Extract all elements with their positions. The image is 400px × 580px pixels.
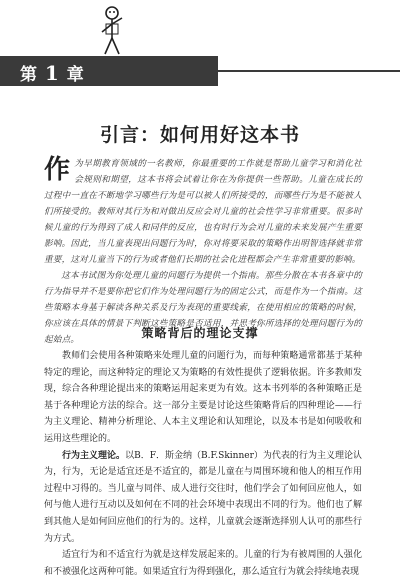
section-heading: 策略背后的理论支撑: [141, 326, 259, 340]
drop-cap: 作: [44, 155, 71, 185]
chapter-banner: [0, 56, 218, 86]
chapter-label: [20, 60, 85, 85]
chapter-suffix: 章: [66, 65, 85, 85]
chapter-number: 1: [44, 61, 60, 85]
body-paragraph-1: 教师们会使用各种策略来处理儿童的问题行为，而每种策略通常都基于某种特定的理论，而这种特定的理论又为策略的有效性提供了逻辑依据。许多教师发现，综合各种理论提出来的策略运用起来更为有效。这本书列举的各种策略正是基于各种理论方法的综合。这一部分主要是讨论这些策略背后的四种理论——行为主义理论、精神分析理论、人本主义理论和认知理论，以及本书是如何吸收和运用这些理论的。: [44, 351, 362, 444]
body-paragraph-2: [44, 448, 362, 548]
body-paragraph-3: 适宜行为和不适宜行为就是这样发展起来的。儿童的行为有被周围的人强化和不被强化这两种可能。如果适宜行为得到强化，那么适宜行为就会持续地表现: [44, 550, 362, 577]
chapter-prefix: 第: [20, 65, 38, 85]
body-paragraph-2-text: 以B．F．斯金纳（B.F.Skinner）为代表的行为主义理论认为，行为，无论是适宜还是不适宜的，都是儿童在与周围环境和他人的相互作用过程中习得的。当儿童与同伴、成人进行交往时，他们学会了如何回应他人，如何与他人进行互动以及如何在不同的社会环境中表现出不同的行为。他们也了解到其他人是如何回应他们的行为的。这样，儿童就会逐渐选择别人认可的那些行为方式。: [44, 450, 362, 544]
intro-paragraph-1: [44, 156, 362, 268]
intro-paragraph-2: 这本书试图为你处理儿童的问题行为提供一个指南。那些分散在本书各章中的行为指导并不是要你把它们作为处理问题行为的固定公式，而是作为一个指南。这些策略本身基于解读各种关系及行为表现的重要线索，在使用相应的策略的时候，你应该在具体的情景下判断这些策略是否适用，并思考你所选择的处理问题行为的起始点。: [44, 271, 362, 345]
page-title: 引言：如何用好这本书: [99, 124, 300, 146]
body-text: [44, 348, 362, 580]
stick-figure-illustration: [92, 4, 132, 58]
intro-paragraph-1-text: 为早期教育领域的一名教师，你最重要的工作就是帮助儿童学习和消化社会规则和期望，这本书将会试着让你在为你提供一些帮助。儿童在成长的过程中一直在不断地学习哪些行为是可以被人们所接受的，而哪些行为是不能被人们所接受的。教师对其行为和对做出反应会对儿童的社会性学习非常重要。很多时候儿童的行为得到了成人和同伴的反应，也有时行为会对儿童的未来发展产生重要影响。因此，当儿童表现出问题行为时，你对将要采取的策略作出明智选择就非常重要，这对儿童当下的行为或者他们长期的社会化进程都会产生非常重要的影响。: [44, 159, 362, 265]
term-behaviorism: 行为主义理论。: [62, 450, 126, 461]
banner-rule: [218, 70, 400, 72]
intro-text: [44, 156, 362, 348]
